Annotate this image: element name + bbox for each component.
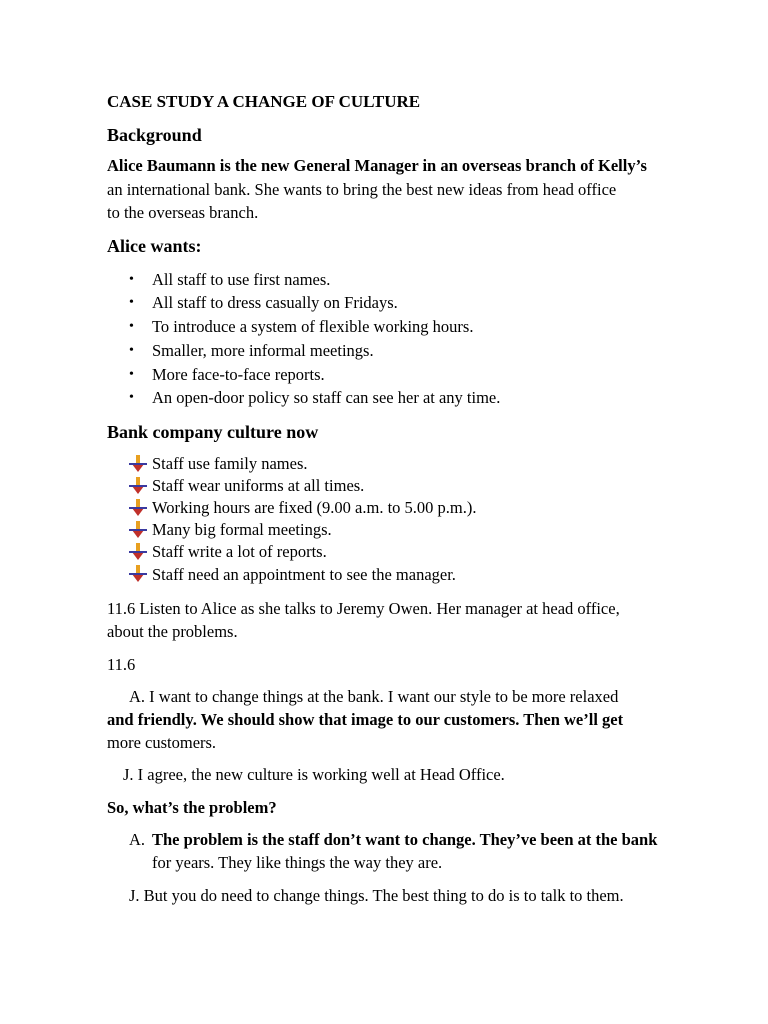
list-item: All staff to dress casually on Fridays. xyxy=(152,293,398,312)
list-item: Working hours are fixed (9.00 a.m. to 5.00 p.m.). xyxy=(152,498,477,517)
list-item: Staff write a lot of reports. xyxy=(152,542,327,561)
list-item: To introduce a system of flexible working hours. xyxy=(152,317,474,336)
arrow-bullet-icon xyxy=(129,477,147,495)
listen-line: 11.6 Listen to Alice as she talks to Jeremy Owen. Her manager at head office, xyxy=(107,599,620,618)
dialogue-line: A. I want to change things at the bank. I want our style to be more relaxed xyxy=(129,687,619,706)
dialogue-line: J. But you do need to change things. The best thing to do is to talk to them. xyxy=(129,886,624,905)
dialogue-line: J. I agree, the new culture is working well at Head Office. xyxy=(123,765,505,784)
list-item: All staff to use first names. xyxy=(152,270,331,289)
arrow-bullet-icon xyxy=(129,521,147,539)
list-item: An open-door policy so staff can see her at any time. xyxy=(152,388,501,407)
alice-wants-heading: Alice wants: xyxy=(107,236,202,256)
bullet-icon: • xyxy=(129,390,134,405)
bullet-icon: • xyxy=(129,295,134,310)
list-item: More face-to-face reports. xyxy=(152,365,325,384)
bullet-icon: • xyxy=(129,367,134,382)
listen-line: about the problems. xyxy=(107,622,238,641)
bullet-icon: • xyxy=(129,272,134,287)
dialogue-line: The problem is the staff don’t want to change. They’ve been at the bank xyxy=(152,830,658,849)
dialogue-line: for years. They like things the way they are. xyxy=(152,853,443,872)
background-heading: Background xyxy=(107,125,202,145)
dialogue-line: and friendly. We should show that image to our customers. Then we’ll get xyxy=(107,710,624,729)
track-number: 11.6 xyxy=(107,655,136,674)
dialogue-marker: A. xyxy=(129,830,146,849)
arrow-bullet-icon xyxy=(129,455,147,473)
dialogue-line: more customers. xyxy=(107,733,217,752)
bullet-icon: • xyxy=(129,343,134,358)
arrow-bullet-icon xyxy=(129,543,147,561)
dialogue-question: So, what’s the problem? xyxy=(107,798,277,817)
list-item: Smaller, more informal meetings. xyxy=(152,341,374,360)
list-item: Staff wear uniforms at all times. xyxy=(152,476,365,495)
bullet-icon: • xyxy=(129,319,134,334)
background-line: Alice Baumann is the new General Manager in an overseas branch of Kelly’s xyxy=(107,156,647,175)
list-item: Many big formal meetings. xyxy=(152,520,332,539)
list-item: Staff use family names. xyxy=(152,454,308,473)
arrow-bullet-icon xyxy=(129,499,147,517)
document-title: CASE STUDY A CHANGE OF CULTURE xyxy=(107,92,421,111)
culture-now-heading: Bank company culture now xyxy=(107,422,319,442)
background-line: to the overseas branch. xyxy=(107,203,259,222)
background-line: an international bank. She wants to bring the best new ideas from head office xyxy=(107,180,617,199)
arrow-bullet-icon xyxy=(129,565,147,583)
list-item: Staff need an appointment to see the manager. xyxy=(152,565,456,584)
